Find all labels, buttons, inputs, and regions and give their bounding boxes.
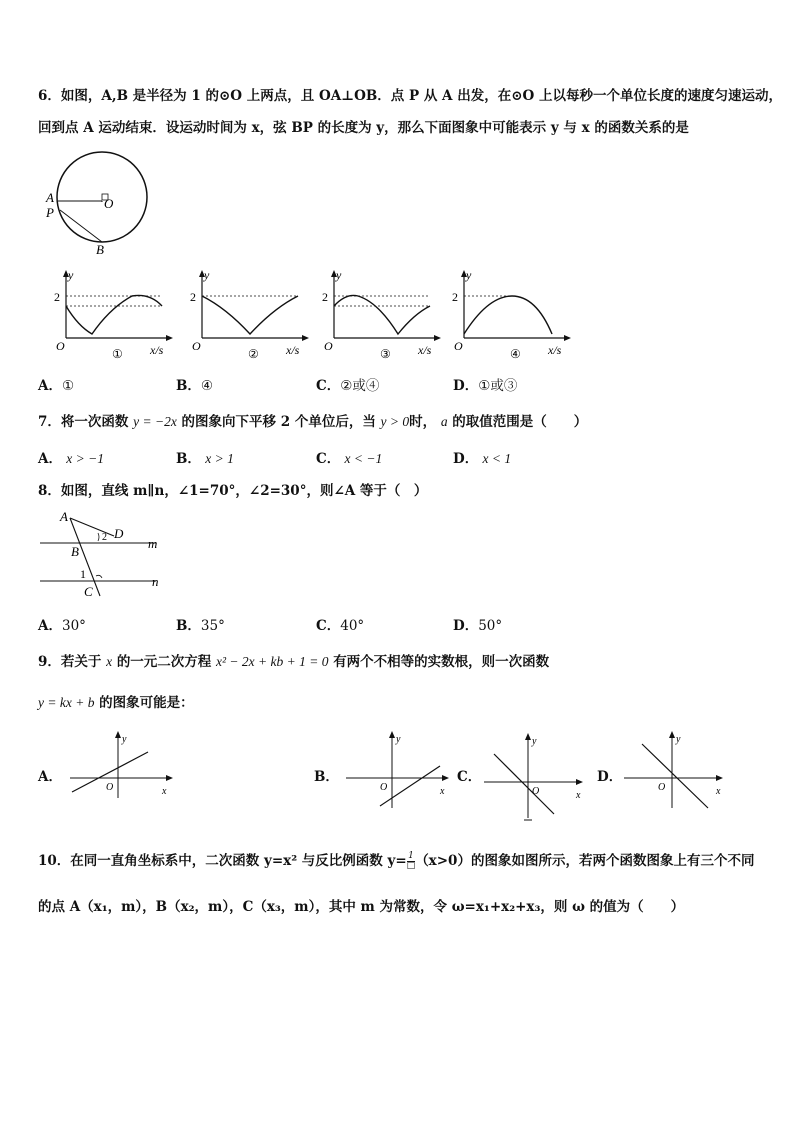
option-text: ②或④ [340, 378, 380, 394]
option-letter: B． [176, 451, 201, 467]
origin-label: O [56, 339, 65, 353]
origin-label: O [380, 782, 388, 793]
option-text: 30° [61, 618, 86, 634]
q10-text-b: （x>0）的图象如图所示，若两个函数图象上有三个不同 [415, 853, 755, 869]
q9-function: y = kx + b [38, 695, 95, 710]
q9-text-a: 9．若关于 [38, 654, 102, 670]
label-A: A [46, 190, 54, 205]
label-angle-1: 1 [80, 567, 86, 581]
option-text: x > −1 [66, 451, 104, 466]
q9-text-d: 的图象可能是： [99, 695, 194, 711]
option-letter: A． [38, 618, 62, 634]
option-letter: D． [453, 378, 479, 394]
q7-text-a: 7．将一次函数 [38, 414, 129, 430]
q10-text-line2: 的点 A（x₁，m），B（x₂，m），C（x₃，m），其中 m 为常数，令 ω=x₁+x₂+x₃，则 ω 的值为（ ） [38, 899, 685, 915]
label-B: B [96, 242, 104, 257]
q7-variable: a [440, 414, 448, 429]
q9-graph-a [66, 730, 176, 800]
y-label: y [336, 268, 342, 282]
y-label: y [532, 736, 537, 747]
q6-graph-4 [448, 268, 573, 360]
origin-label: O [532, 786, 540, 797]
origin-label: O [658, 782, 666, 793]
q9-option-a[interactable] [38, 765, 62, 785]
q7-option-d[interactable] [453, 447, 511, 467]
origin-label: O [454, 339, 463, 353]
y-tick: 2 [322, 290, 328, 304]
y-tick: 2 [54, 290, 60, 304]
origin-label: O [106, 782, 114, 793]
y-label: y [122, 734, 127, 745]
x-label: x [440, 786, 445, 797]
q6-option-a[interactable] [38, 374, 74, 394]
q10-text-line1 [38, 849, 754, 871]
x-label: x/s [548, 343, 562, 357]
label-O: O [104, 196, 114, 211]
label-angle-2: 2 [102, 532, 107, 543]
q6-option-b[interactable] [176, 374, 213, 394]
q9-text-c: 有两个不相等的实数根，则一次函数 [333, 654, 550, 670]
y-label: y [396, 734, 401, 745]
fraction-numerator: 1 [408, 851, 414, 861]
option-text: 40° [340, 618, 365, 634]
q8-option-b[interactable] [176, 614, 225, 634]
q9-option-b[interactable] [314, 765, 339, 785]
option-letter: C． [316, 451, 341, 467]
x-label: x/s [150, 343, 164, 357]
graph-number: ④ [510, 347, 521, 360]
q9-graph-d [620, 730, 730, 810]
q6-option-d[interactable] [453, 374, 517, 394]
option-text: x > 1 [205, 451, 234, 466]
y-tick: 2 [452, 290, 458, 304]
y-label: y [466, 268, 472, 282]
q9-variable: x [106, 654, 113, 669]
q6-graph-1 [50, 268, 175, 360]
y-label: y [204, 268, 210, 282]
option-text: ④ [200, 378, 214, 394]
q9-graph-c [480, 732, 590, 824]
y-tick: 2 [190, 290, 196, 304]
x-label: x [716, 786, 721, 797]
q9-option-d[interactable] [597, 765, 622, 785]
option-text: x < −1 [344, 451, 383, 466]
q10-fraction [407, 852, 416, 871]
q6-graph-3 [318, 268, 443, 360]
q7-option-a[interactable] [38, 447, 104, 467]
q7-text-d: 的取值范围是（ ） [452, 414, 588, 430]
q8-option-c[interactable] [316, 614, 364, 634]
q7-condition: y > 0 [380, 414, 410, 429]
option-letter: A． [38, 451, 62, 467]
option-letter: C． [457, 769, 482, 785]
option-letter: B． [176, 618, 201, 634]
label-C: C [84, 584, 93, 599]
q8-option-d[interactable] [453, 614, 502, 634]
q7-option-c[interactable] [316, 447, 382, 467]
graph-number: ① [112, 347, 123, 360]
option-letter: C． [316, 618, 341, 634]
option-letter: A． [38, 769, 62, 785]
option-letter: D． [453, 618, 479, 634]
y-label: y [676, 734, 681, 745]
label-P: P [46, 205, 54, 220]
option-text: 50° [478, 618, 503, 634]
option-letter: B． [176, 378, 201, 394]
label-A: A [60, 509, 68, 524]
option-letter: D． [597, 769, 623, 785]
graph-number: ③ [380, 347, 391, 360]
q6-circle-figure [40, 150, 160, 260]
x-label: x/s [286, 343, 300, 357]
q7-text [38, 410, 587, 430]
origin-label: O [324, 339, 333, 353]
q9-text-line1 [38, 650, 549, 670]
q6-graph-2 [186, 268, 311, 360]
label-B: B [71, 544, 79, 559]
q9-text-b: 的一元二次方程 [116, 654, 212, 670]
q7-text-b: 的图象向下平移 2 个单位后，当 [181, 414, 376, 430]
label-m: m [148, 536, 158, 551]
option-letter: B． [314, 769, 339, 785]
q8-text: 8．如图，直线 m∥n，∠1=70°，∠2=30°，则∠A 等于（ ） [38, 483, 428, 499]
q7-text-c: 时， [409, 414, 437, 430]
q9-text-line2 [38, 691, 194, 711]
x-label: x [576, 790, 581, 801]
option-text: 35° [200, 618, 225, 634]
graph-number: ② [248, 347, 259, 360]
fraction-denominator: □ [406, 861, 416, 871]
q7-formula: y = −2x [133, 414, 177, 429]
y-label: y [68, 268, 74, 282]
q6-option-c[interactable] [316, 374, 379, 394]
option-letter: A． [38, 378, 62, 394]
q6-text-line2: 回到点 A 运动结束．设运动时间为 x，弦 BP 的长度为 y，那么下面图象中可能表示 y 与 x 的函数关系的是 [38, 120, 689, 136]
option-letter: D． [453, 451, 479, 467]
option-text: ①或③ [478, 378, 518, 394]
option-text: ① [61, 378, 75, 394]
option-letter: C． [316, 378, 341, 394]
q9-graph-b [342, 730, 452, 810]
q9-equation: x² − 2x + kb + 1 = 0 [216, 654, 329, 669]
q8-figure [38, 506, 178, 604]
q9-option-c[interactable] [457, 765, 481, 785]
q7-option-b[interactable] [176, 447, 234, 467]
option-text: x < 1 [482, 451, 512, 466]
x-label: x [162, 786, 167, 797]
x-label: x/s [418, 343, 432, 357]
label-n: n [152, 574, 159, 589]
q8-option-a[interactable] [38, 614, 86, 634]
q10-text-a: 10．在同一直角坐标系中，二次函数 y=x² 与反比例函数 y= [38, 853, 407, 869]
label-D: D [114, 526, 124, 541]
origin-label: O [192, 339, 201, 353]
q6-text-line1: 6．如图，A,B 是半径为 1 的⊙O 上两点，且 OA⊥OB．点 P 从 A 出发，在⊙O 上以每秒一个单位长度的速度匀速运动， [38, 88, 783, 104]
